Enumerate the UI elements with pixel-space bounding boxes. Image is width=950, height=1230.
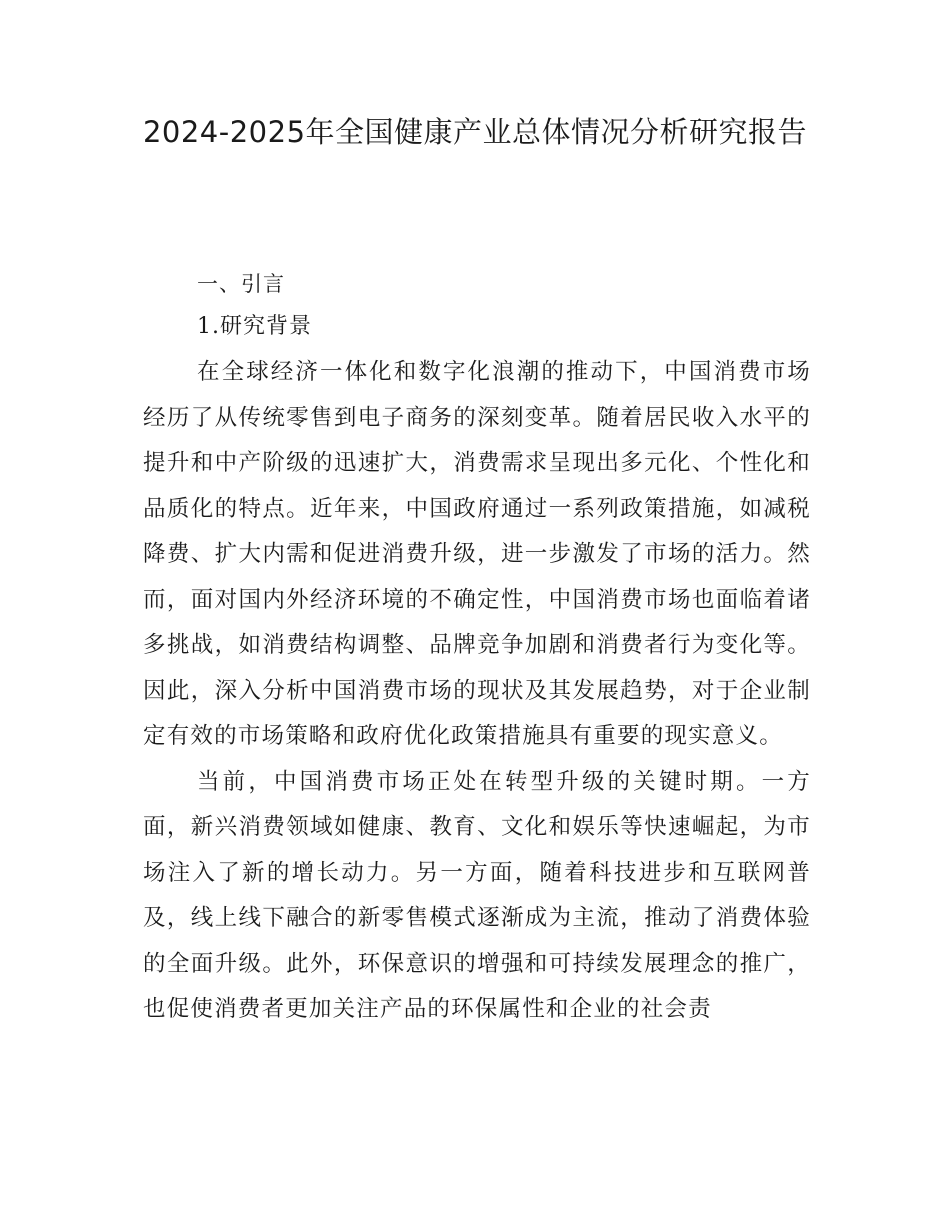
document-body — [143, 263, 811, 1033]
paragraph-2: 当前，中国消费市场正处在转型升级的关键时期。一方面，新兴消费领域如健康、教育、文化和娱乐等快速崛起，为市场注入了新的增长动力。另一方面，随着科技进步和互联网普及，线上线下融合的新零售模式逐渐成为主流，推动了消费体验的全面升级。此外，环保意识的增强和可持续发展理念的推广，也促使消费者更加关注产品的环保属性和企业的社会责 — [143, 768, 811, 1022]
document-title: 2024-2025年全国健康产业总体情况分析研究报告 — [142, 115, 808, 149]
paragraph-1: 在全球经济一体化和数字化浪潮的推动下，中国消费市场经历了从传统零售到电子商务的深刻变革。随着居民收入水平的提升和中产阶级的迅速扩大，消费需求呈现出多元化、个性化和品质化的特点。近年来，中国政府通过一系列政策措施，如减税降费、扩大内需和促进消费升级，进一步激发了市场的活力。然而，面对国内外经济环境的不确定性，中国消费市场也面临着诸多挑战，如消费结构调整、品牌竞争加剧和消费者行为变化等。因此，深入分析中国消费市场的现状及其发展趋势，对于企业制定有效的市场策略和政府优化政策措施具有重要的现实意义。 — [143, 359, 811, 749]
subsection-heading: 1.研究背景 — [197, 314, 312, 339]
section-heading: 一、引言 — [197, 272, 285, 296]
